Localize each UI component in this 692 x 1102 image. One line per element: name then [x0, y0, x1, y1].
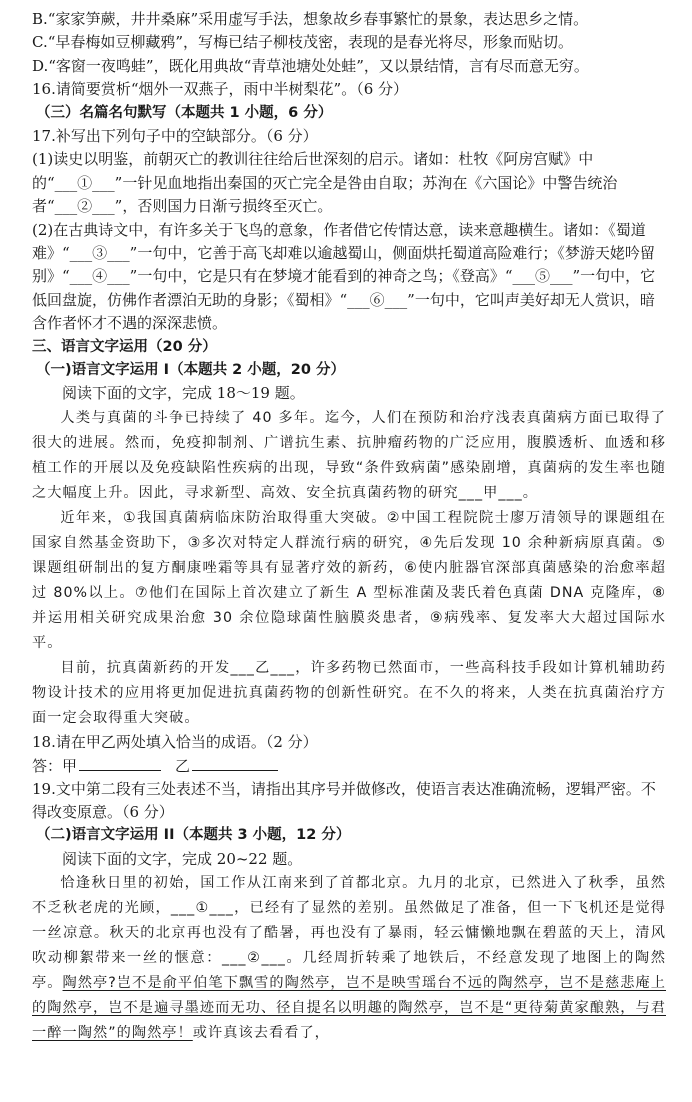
option-b: B.“家家笋蕨，井井桑麻”采用虚写手法，想象故乡春事繁忙的景象，表达思乡之情。	[32, 10, 589, 28]
passage-paragraph-2: 近年来，①我国真菌病临床防治取得重大突破。②中国工程院院士廖万清领导的课题组在国家自然基金资助下，③多次对特定人群流行病的研究，④先后发现 10 余种新病原真菌。⑤课题组研制出的复方酮康唑霜等具有显著疗效的新药，⑥使内脏器官深部真菌感染的治愈率超过 80%以上。⑦他们在国际上首次建立了新生 A 型标准菌及裴氏着色真菌 DNA 克隆库，⑧并运用相关研究成果治愈 30 余位隐球菌性脑膜炎患者，⑨病残率、复发率大大超过国际水平。	[32, 509, 666, 651]
question-18: 18.请在甲乙两处填入恰当的成语。（2 分）	[32, 732, 318, 751]
question-16: 16.请简要赏析“烟外一双燕子，雨中半树梨花”。（6 分）	[32, 80, 409, 99]
option-c: C.“早春梅如豆柳藏鸦”，写梅已结子柳枝茂密，表现的是春光将尽，形象而贴切。	[32, 33, 574, 52]
answer-label-jia: 答：甲	[32, 757, 78, 776]
question-17-part-2: (2)在古典诗文中，有许多关于飞鸟的意象，作者借它传情达意，读来意趣横生。诸如：《蜀道难》“___③___”一句中，它善于高飞却难以逾越蜀山，侧面烘托蜀道高险难行；《梦游天姥吟留别》“___④___”一句中，它是只有在梦境才能看到的神奇之鸟；《登高》“___⑤___”一句中，它低回盘旋，仿佛作者漂泊无助的身影；《蜀相》“___⑥___”一句中，它叫声美好却无人赏识，暗含作者怀才不遇的深深悲愤。	[32, 220, 656, 333]
answer-blank-jia[interactable]	[79, 754, 161, 771]
reading-instruction-18-19: 阅读下面的文字，完成 18～19 题。	[62, 384, 305, 403]
reading-instruction-20-22: 阅读下面的文字，完成 20~22 题。	[62, 849, 303, 868]
question-17: 17.补写出下列句子中的空缺部分。（6 分）	[32, 126, 318, 145]
section-3-2-heading: （二)语言文字运用 II（本题共 3 小题，12 分）	[36, 827, 351, 844]
passage-paragraph-4-text: 恰逢秋日里的初始，国工作从江南来到了首都北京。九月的北京，已然进入了秋季，虽然不乏秋老虎的光顾，___①___，已经有了显然的差别。虽然做足了准备，但一下飞机还是觉得一丝凉意。秋天的北京再也没有了酷暑，再也没有了暴雨，轻云慵懒地飘在碧蓝的天上，清风吹动柳絮带来一丝的惬意：___②___。几经周折转乘了地铁后，不经意发现了地图上的陶然亭。	[32, 875, 666, 992]
passage-paragraph-4	[32, 871, 666, 1046]
section-famous-lines-heading: （三）名篇名句默写（本题共 1 小题，6 分）	[36, 104, 333, 121]
section-3-1-heading: （一)语言文字运用 I（本题共 2 小题，20 分）	[36, 361, 345, 378]
answer-label-yi: 乙	[175, 757, 191, 776]
passage-paragraph-3: 目前，抗真菌新药的开发___乙___，许多药物已然面市，一些高科技手段如计算机辅助药物设计技术的应用将更加促进抗真菌药物的创新性研究。在不久的将来，人类在抗真菌治疗方面一定会取得重大突破。	[32, 659, 666, 726]
answer-line-18	[32, 754, 666, 777]
answer-blank-yi[interactable]	[192, 754, 278, 771]
question-19: 19.文中第二段有三处表述不当，请指出其序号并做修改，使语言表达准确流畅，逻辑严密。不得改变原意。（6 分）	[32, 779, 656, 821]
passage-paragraph-4-tail: 或许真该去看看了，	[192, 1025, 330, 1042]
underlined-sentence: 陶然亭?岂不是俞平伯笔下飘雪的陶然亭，岂不是映雪瑶台不远的陶然亭，岂不是慈悲庵上的陶然亭，岂不是遍寻墨迹而无功、径自提名以明趣的陶然亭，岂不是“更待菊黄家酿熟，与君一醉一陶然”的陶然亭！	[32, 975, 666, 1042]
section-3-heading: 三、语言文字运用（20 分）	[32, 338, 217, 355]
option-d: D.“客窗一夜鸣蛙”，既化用典故“青草池塘处处蛙”，又以景结情，言有尽而意无穷。	[32, 56, 589, 75]
passage-paragraph-1: 人类与真菌的斗争已持续了 40 多年。迄今，人们在预防和治疗浅表真菌病方面已取得了很大的进展。然而，免疫抑制剂、广谱抗生素、抗肿瘤药物的广泛应用，腹膜透析、血透和移植工作的开展以及免疫缺陷性疾病的出现，导致“条件致病菌”感染剧增，真菌病的发生率也随之大幅度上升。因此，寻求新型、高效、安全抗真菌药物的研究___甲___。	[32, 409, 666, 501]
question-17-part-1: (1)读史以明鉴，前朝灭亡的教训往往给后世深刻的启示。诸如：杜牧《阿房宫赋》中的“___①___”一针见血地指出秦国的灭亡完全是咎由自取；苏洵在《六国论》中警告统治者“___②___”，否则国力日渐亏损终至灭亡。	[32, 150, 618, 216]
